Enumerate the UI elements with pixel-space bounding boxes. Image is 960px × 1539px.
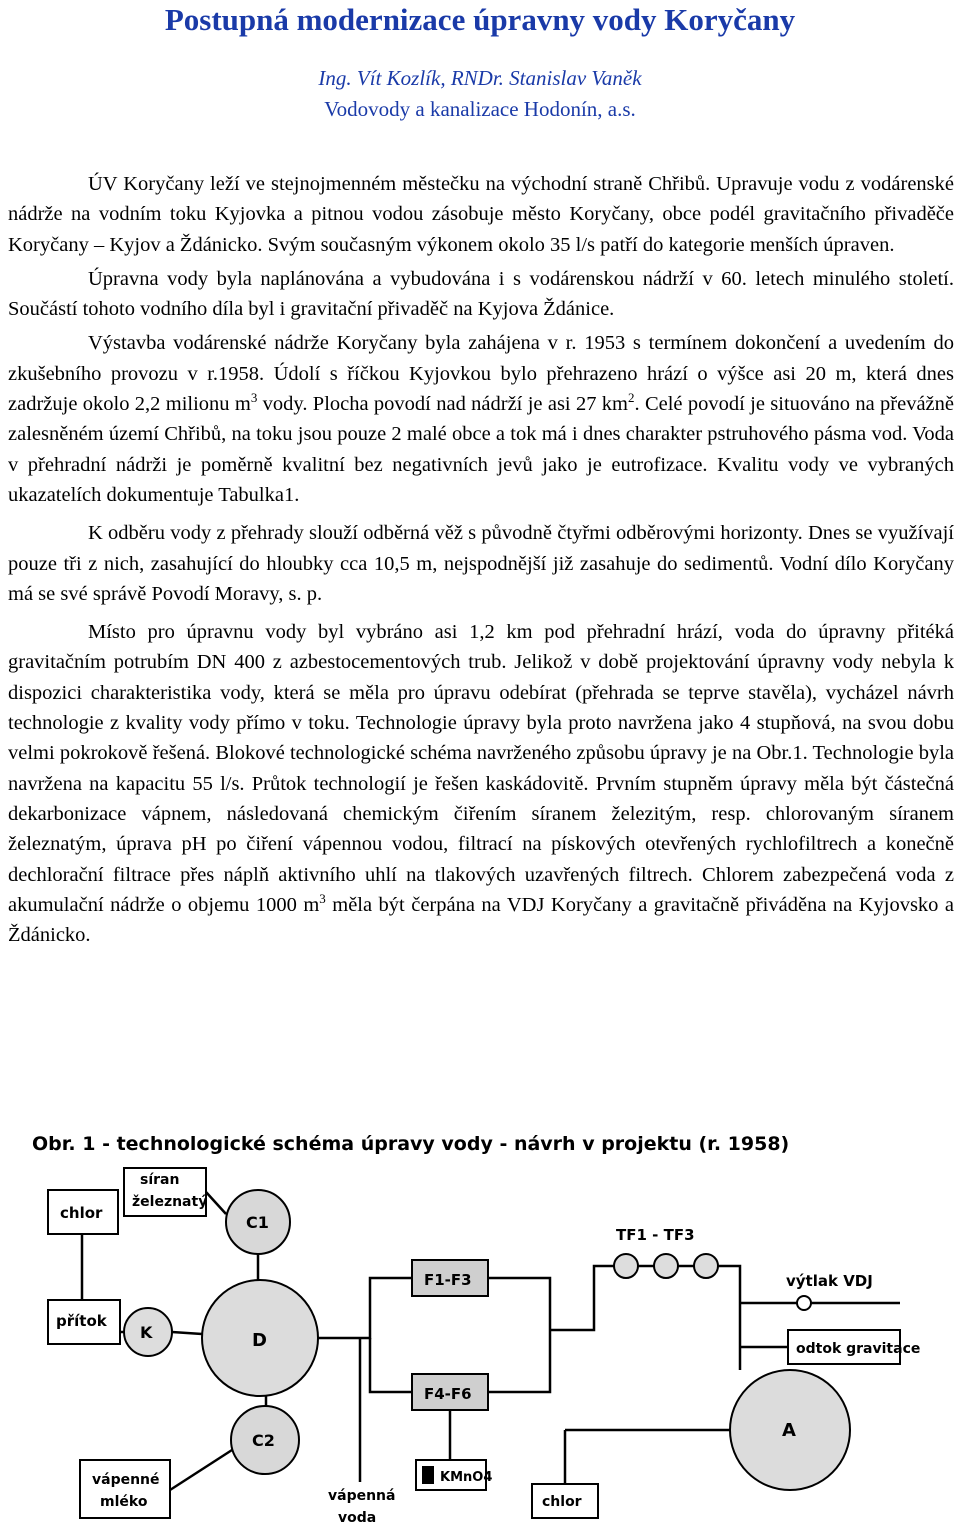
pritok-label: přítok [56, 1312, 107, 1330]
tf-2 [654, 1254, 678, 1278]
a-label: A [782, 1420, 796, 1441]
paragraph-3-part-b: vody. Plocha povodí nad nádrží je asi 27 km [257, 393, 628, 416]
c1-label: C1 [246, 1213, 269, 1232]
diagram-svg [20, 1120, 950, 1530]
pump-icon [797, 1296, 811, 1310]
c2-label: C2 [252, 1431, 275, 1450]
superscript-cubic: 3 [250, 390, 258, 406]
technology-diagram [20, 1120, 950, 1530]
article-body [8, 169, 954, 954]
paragraph-3-part-a: Výstavba vodárenské nádrže Koryčany byla zahájena v r. 1953 s termínem dokončení a uvedením do zkušebního provozu v r.1958. Údolí s říčkou Kyjovkou bylo přehrazeno hrází o výšce asi 20 m, která dnes zadržuje okolo 2,2 milionu m [8, 332, 954, 416]
paragraph-1: ÚV Koryčany leží ve stejnojmenném městečku na východní straně Chřibů. Upravuje vodu z vodárenské nádrže na vodním toku Kyjovka a pitnou vodou zásobuje město Koryčany, obce podél gravitačního přivaděče Koryčany – Kyjov a Ždánicko. Svým současným výkonem okolo 35 l/s patří do kategorie menších úpraven. [8, 173, 954, 256]
document-title: Postupná modernizace úpravny vody Koryčany [164, 2, 796, 37]
paragraph-4: K odběru vody z přehrady slouží odběrná věž s původně čtyřmi odběrovými horizonty. Dnes se využívají pouze tři z nich, zasahující do hloubky cca 10,5 m, nejspodnější již zasahuje do sedimentů. Vodní dílo Koryčany má se své správě Povodí Moravy, s. p. [8, 522, 954, 605]
superscript-cubic-2: 3 [319, 891, 326, 906]
paragraph-5 [8, 617, 954, 950]
zelezny-label: železnatý [132, 1194, 208, 1210]
kmno4-label: KMnO4 [440, 1470, 493, 1485]
paragraph-2: Úpravna vody byla naplánována a vybudována i s vodárenskou nádrží v 60. letech minulého století. Součástí tohoto vodního díla byl i gravitační přivaděč na Kyjova Ždánice. [8, 267, 954, 321]
author-names: Ing. Vít Kozlík, RNDr. Stanislav Vaněk [318, 66, 642, 90]
paragraph-5-part-b: měla být čerpána na VDJ Koryčany a gravitačně přiváděna na Kyjovsko a Ždánicko. [8, 893, 954, 947]
chlor-bottom-label: chlor [542, 1494, 582, 1510]
paragraph-3 [8, 328, 954, 510]
kmno4-marker [422, 1466, 434, 1484]
odtok-label: odtok gravitace [796, 1341, 921, 1357]
paragraph-5-part-a: Místo pro úpravnu vody byl vybráno asi 1,2 km pod přehradní hrází, voda do úpravny přitéká gravitačním potrubím DN 400 z azbestocementových trub. Jelikož v době projektování úpravny vody nebyla k dispozici charakteristika vody, která se měla pro úpravu odebírat (přehrada se teprve stavěla), vycházel návrh technologie z kvality vody přímo v toku. Technologie úpravy byla proto navržena jako 4 stupňová, na svou dobu velmi pokrokově řešená. Blokové technologické schéma navrženého způsobu úpravy je na Obr.1. Technologie byla navržena na kapacitu 55 l/s. Průtok technologií je řešen kaskádovitě. Prvním stupněm úpravy měla být částečná dekarbonizace vápnem, následovaná chemickým čiřením síranem železitým, resp. chlorovaným síranem železnatým, úprava pH po čiření vápennou vodou, filtrací na pískových otevřených rychlofiltrech a konečně dechlorační filtrace přes náplň aktivního uhlí na tlakových uzavřených filtrech. Chlorem zabezpečená voda z akumulační nádrže o objemu 1000 m [8, 621, 954, 916]
tf-label: TF1 - TF3 [616, 1226, 695, 1244]
chlor-top-label: chlor [60, 1204, 103, 1222]
vapenna-voda-label-2: voda [338, 1510, 377, 1526]
diagram-caption: Obr. 1 - technologické schéma úpravy vody - návrh v projektu (r. 1958) [32, 1133, 790, 1155]
tf-3 [694, 1254, 718, 1278]
tf-1 [614, 1254, 638, 1278]
vapenna-voda-label-1: vápenná [328, 1488, 396, 1504]
f1-f3-label: F1-F3 [424, 1271, 472, 1289]
authors-block [0, 63, 960, 125]
vapenne-mleko-label-2: mléko [100, 1494, 148, 1510]
vapenne-mleko-label-1: vápenné [92, 1472, 160, 1488]
author-organization: Vodovody a kanalizace Hodonín, a.s. [324, 97, 636, 121]
paragraph-3-part-c: . Celé povodí je situováno na převážně zalesněném území Chřibů, na toku jsou pouze 2 malé obce a tok má i dnes charakter pstruhového pásma vod. Voda v přehradní nádrži je poměrně kvalitní bez negativních jevů jako je eutrofizace. Kvalitu vody ve vybraných ukazatelích dokumentuje Tabulka1. [8, 393, 954, 506]
k-label: K [140, 1323, 153, 1342]
superscript-square: 2 [628, 390, 635, 406]
vytlak-label: výtlak VDJ [786, 1272, 873, 1290]
f4-f6-label: F4-F6 [424, 1385, 472, 1403]
d-label: D [252, 1330, 267, 1351]
siran-label: síran [140, 1172, 180, 1188]
